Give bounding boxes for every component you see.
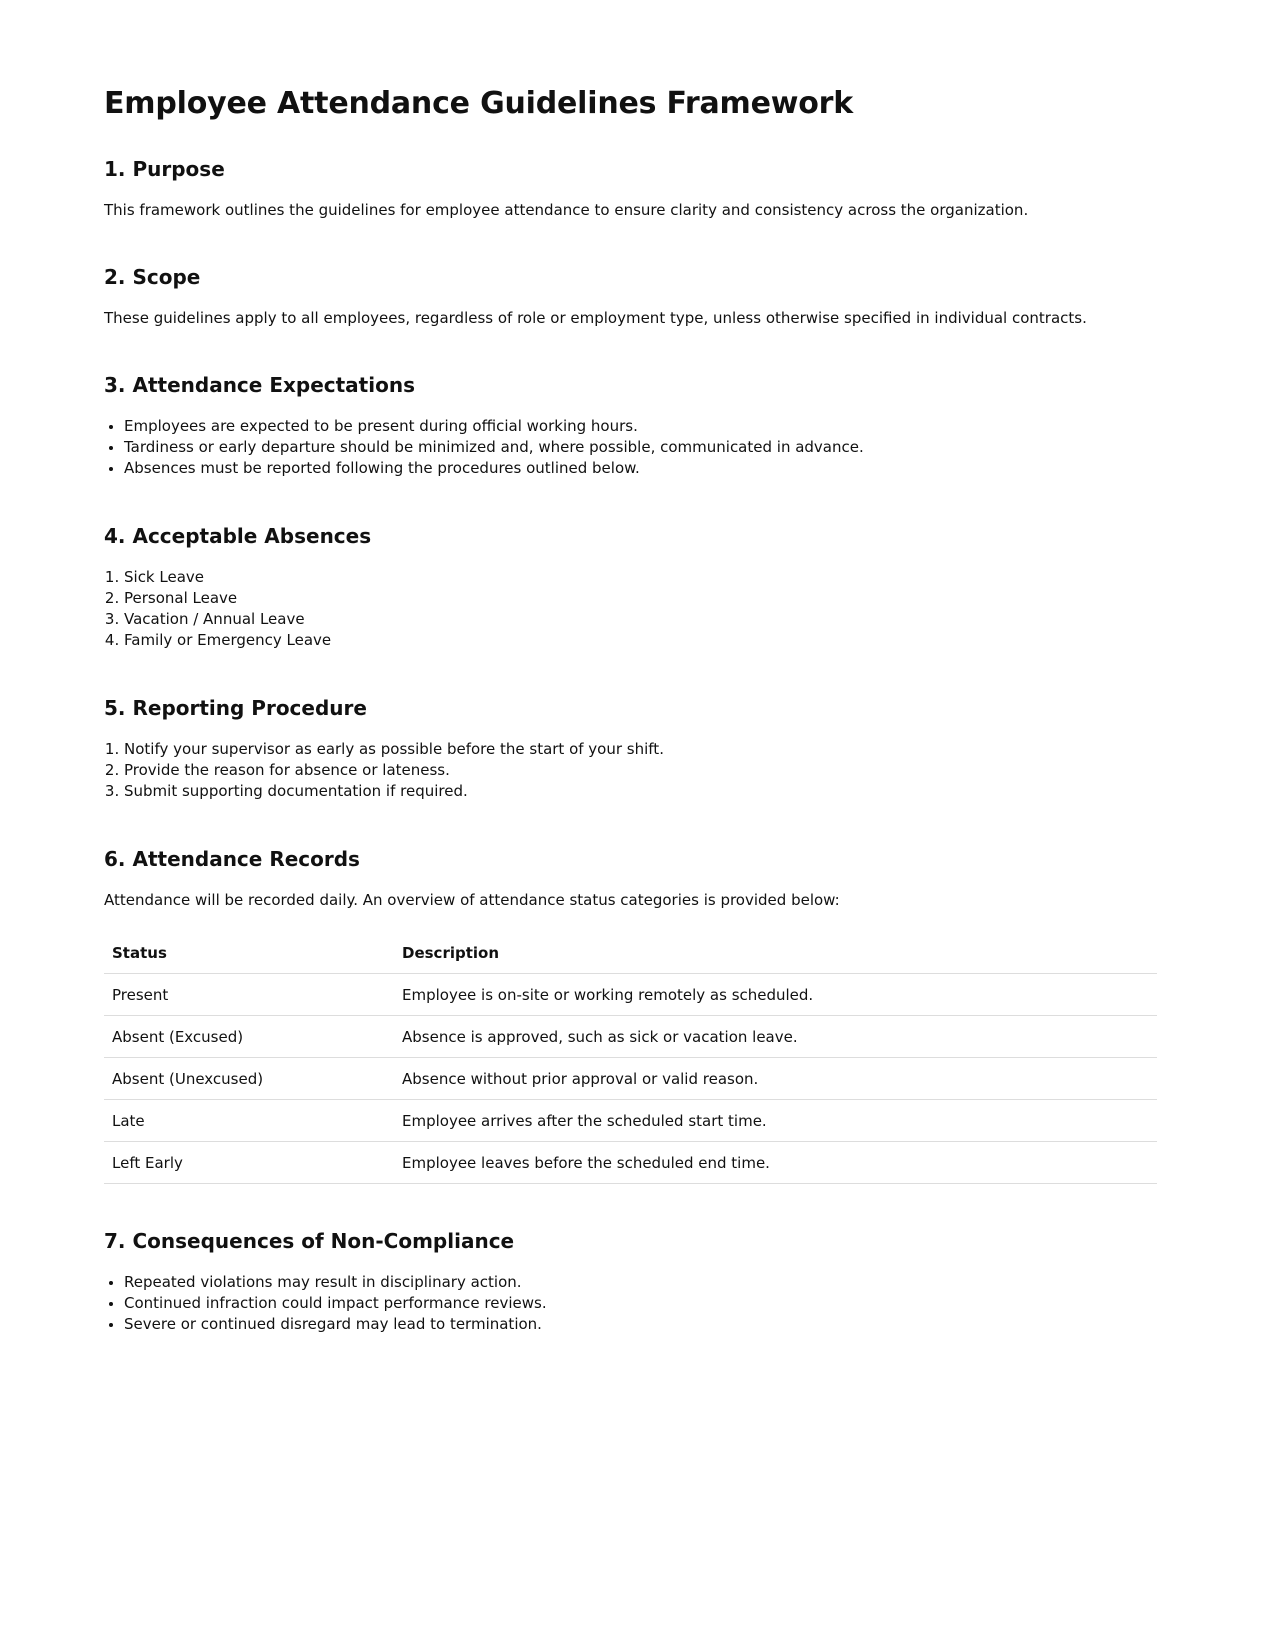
table-row	[104, 974, 1157, 1016]
bullet-list	[104, 1272, 1157, 1335]
section-heading: 6. Attendance Records	[104, 847, 360, 871]
section-paragraph: Attendance will be recorded daily. An overview of attendance status categories is provided below:	[104, 891, 840, 909]
status-cell: Absent (Excused)	[104, 1016, 394, 1058]
list-item: • Severe or continued disregard may lead to termination.	[124, 1314, 1157, 1335]
description-cell: Absence is approved, such as sick or vacation leave.	[394, 1016, 1157, 1058]
list-item: 1. Notify your supervisor as early as possible before the start of your shift.	[124, 739, 1157, 760]
list-item: • Absences must be reported following the procedures outlined below.	[124, 458, 1157, 479]
section-attendance-records	[104, 846, 1157, 1184]
section-paragraph: This framework outlines the guidelines for employee attendance to ensure clarity and consistency across the organization.	[104, 201, 1029, 219]
table-header-row	[104, 932, 1157, 974]
list-item: 3. Vacation / Annual Leave	[124, 609, 1157, 630]
numbered-list	[104, 739, 1157, 802]
description-cell: Employee is on-site or working remotely as scheduled.	[394, 974, 1157, 1016]
table-row	[104, 1100, 1157, 1142]
section-attendance-expectations	[104, 372, 1157, 479]
section-acceptable-absences	[104, 523, 1157, 651]
page-title: Employee Attendance Guidelines Framework	[104, 86, 854, 121]
column-header-status: Status	[104, 932, 394, 974]
section-heading: 7. Consequences of Non-Compliance	[104, 1229, 515, 1253]
table-row	[104, 1058, 1157, 1100]
description-cell: Employee arrives after the scheduled start time.	[394, 1100, 1157, 1142]
section-heading: 1. Purpose	[104, 157, 225, 181]
list-item: 2. Provide the reason for absence or lateness.	[124, 760, 1157, 781]
list-item: 3. Submit supporting documentation if required.	[124, 781, 1157, 802]
list-item: 4. Family or Emergency Leave	[124, 630, 1157, 651]
table-row	[104, 1016, 1157, 1058]
list-item: 2. Personal Leave	[124, 588, 1157, 609]
section-heading: 4. Acceptable Absences	[104, 524, 372, 548]
section-heading: 5. Reporting Procedure	[104, 696, 367, 720]
bullet-list	[104, 416, 1157, 479]
description-cell: Employee leaves before the scheduled end time.	[394, 1142, 1157, 1184]
section-scope	[104, 264, 1157, 328]
section-heading: 3. Attendance Expectations	[104, 373, 415, 397]
column-header-description: Description	[394, 932, 1157, 974]
status-cell: Left Early	[104, 1142, 394, 1184]
list-item: • Continued infraction could impact performance reviews.	[124, 1293, 1157, 1314]
section-reporting-procedure	[104, 695, 1157, 802]
section-paragraph: These guidelines apply to all employees, regardless of role or employment type, unless otherwise specified in individual contracts.	[104, 309, 1087, 327]
section-purpose	[104, 156, 1157, 220]
list-item: • Tardiness or early departure should be minimized and, where possible, communicated in advance.	[124, 437, 1157, 458]
table-row	[104, 1142, 1157, 1184]
section-heading: 2. Scope	[104, 265, 201, 289]
attendance-status-table	[104, 932, 1157, 1184]
section-consequences	[104, 1228, 1157, 1335]
numbered-list	[104, 567, 1157, 651]
list-item: • Employees are expected to be present during official working hours.	[124, 416, 1157, 437]
document-page	[104, 0, 1157, 1335]
status-cell: Present	[104, 974, 394, 1016]
status-cell: Late	[104, 1100, 394, 1142]
description-cell: Absence without prior approval or valid reason.	[394, 1058, 1157, 1100]
list-item: • Repeated violations may result in disciplinary action.	[124, 1272, 1157, 1293]
list-item: 1. Sick Leave	[124, 567, 1157, 588]
status-cell: Absent (Unexcused)	[104, 1058, 394, 1100]
